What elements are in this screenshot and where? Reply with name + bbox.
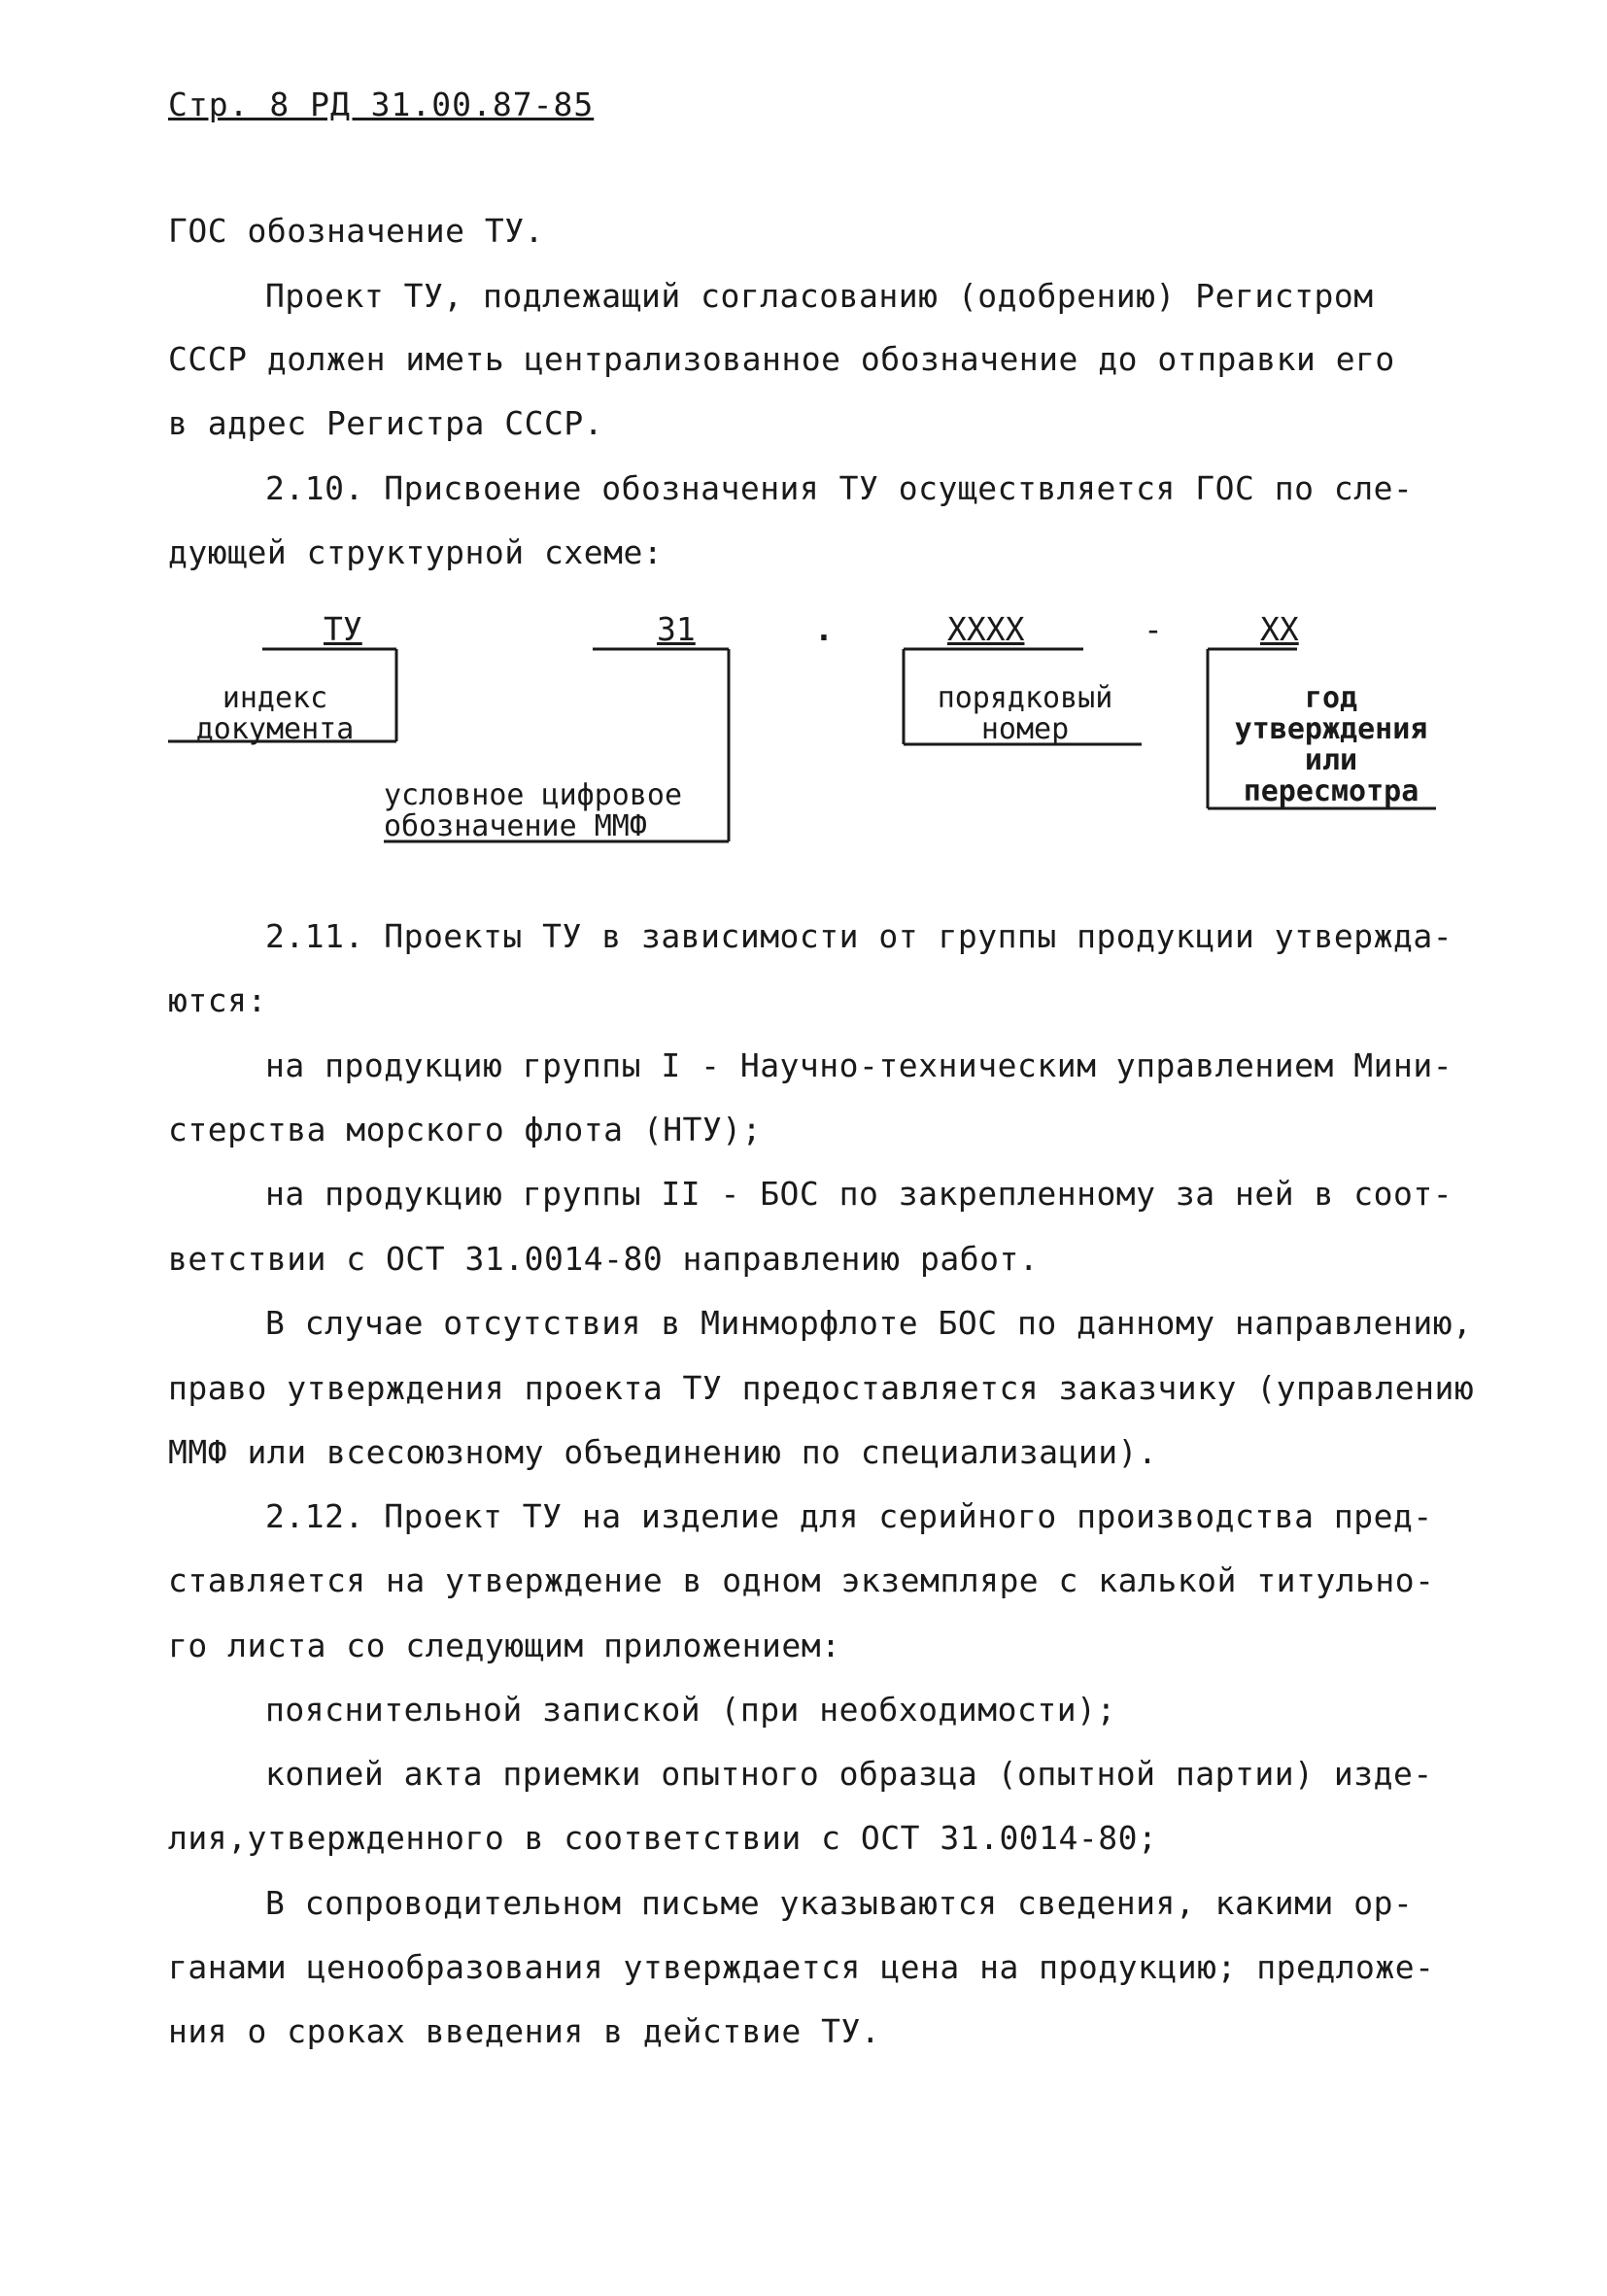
text-line: 2.10. Присвоение обозначения ТУ осуществляется ГОС по сле- (265, 469, 1414, 507)
text-line: ния о сроках введения в действие ТУ. (168, 2012, 881, 2050)
diagram-label-year: год утверждения или пересмотра (1234, 681, 1428, 808)
page-header: Стр. 8 РД 31.00.87-85 (168, 86, 595, 123)
text-line: стерства морского флота (НТУ); (168, 1111, 763, 1148)
diagram-dash: - (1144, 610, 1164, 648)
diagram-code-xx: XX (1260, 610, 1299, 648)
text-line: ганами ценообразования утверждается цена на продукцию; предложе- (168, 1948, 1435, 1986)
text-line: В сопроводительном письме указываются сведения, какими ор- (265, 1884, 1414, 1922)
text-line: копией акта приемки опытного образца (опытной партии) изде- (265, 1755, 1433, 1793)
text-line: лия,утвержденного в соответствии с ОСТ 31.0014-80; (168, 1819, 1158, 1857)
text-line: ММФ или всесоюзному объединению по специализации). (168, 1433, 1158, 1471)
text-line: дующей структурной схеме: (168, 533, 664, 571)
text-line: ГОС обозначение ТУ. (168, 212, 544, 250)
text-line: пояснительной запиской (при необходимости); (265, 1691, 1116, 1729)
diagram-code-tu: ТУ (324, 610, 362, 648)
text-line: ются: (168, 981, 267, 1019)
text-line: на продукцию группы I - Научно-техническим управлением Мини- (265, 1046, 1453, 1084)
text-line: Проект ТУ, подлежащий согласованию (одобрению) Регистром (265, 277, 1374, 315)
text-line: в адрес Регистра СССР. (168, 404, 604, 442)
text-line: на продукцию группы II - БОС по закрепленному за ней в соот- (265, 1175, 1453, 1213)
diagram-label-conditional-code: условное цифровое обозначение ММФ (384, 778, 683, 843)
diagram-label-index: индекс документа (195, 681, 355, 746)
text-line: ветствии с ОСТ 31.0014-80 направлению работ. (168, 1240, 1040, 1278)
text-line: СССР должен иметь централизованное обозначение до отправки его (168, 340, 1395, 378)
text-line: 2.11. Проекты ТУ в зависимости от группы продукции утвержда- (265, 917, 1453, 955)
text-line: 2.12. Проект ТУ на изделие для серийного производства пред- (265, 1497, 1433, 1535)
text-line: го листа со следующим приложением: (168, 1627, 841, 1664)
text-line: В случае отсутствия в Минморфлоте БОС по данному направлению, (265, 1304, 1473, 1342)
diagram-label-serial-number: порядковый номер (937, 681, 1113, 746)
text-line: ставляется на утверждение в одном экземпляре с калькой титульно- (168, 1561, 1435, 1599)
text-line: право утверждения проекта ТУ предоставляется заказчику (управлению (168, 1369, 1475, 1407)
diagram-code-31: 31 (657, 610, 696, 648)
diagram-code-xxxx: XXXX (947, 610, 1025, 648)
diagram-dot: . (814, 610, 835, 648)
